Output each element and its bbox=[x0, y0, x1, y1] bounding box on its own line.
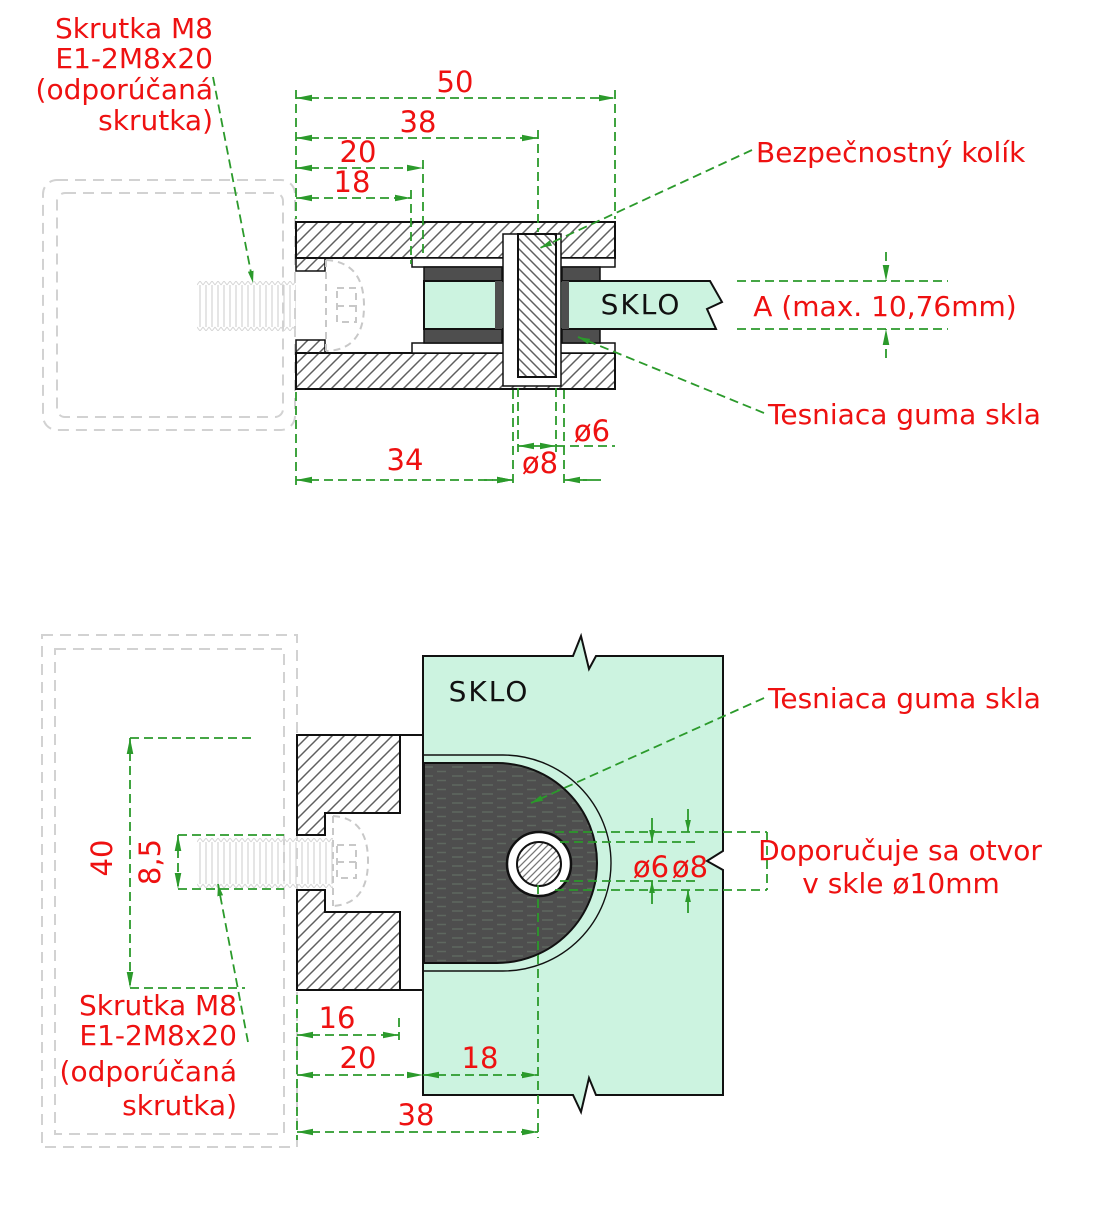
dim-18-front-value: 18 bbox=[461, 1041, 499, 1075]
dim-34-value: 34 bbox=[386, 443, 424, 477]
dim-38-front bbox=[297, 1098, 538, 1132]
dim-18 bbox=[296, 165, 411, 199]
gasket-label-front: Tesniaca guma skla bbox=[768, 682, 1041, 715]
dim-34 bbox=[296, 443, 513, 480]
safety-pin bbox=[503, 234, 561, 386]
front-view bbox=[42, 635, 1042, 1147]
dim-50 bbox=[296, 65, 615, 99]
glass-label-top: SKLO bbox=[600, 288, 682, 321]
dim-16 bbox=[297, 1001, 399, 1035]
screw-label-front-line1: Skrutka M8 bbox=[79, 989, 237, 1022]
screw-label-front-line4: skrutka) bbox=[122, 1089, 237, 1122]
dim-38-value: 38 bbox=[399, 105, 437, 139]
dim-8-5-value: 8,5 bbox=[133, 838, 167, 886]
screw-label-line2: E1-2M8x20 bbox=[55, 42, 213, 75]
hole-note-line1: Doporučuje sa otvor bbox=[758, 834, 1042, 867]
dim-16-value: 16 bbox=[318, 1001, 356, 1035]
screw-label-line3: (odporúčaná bbox=[35, 73, 213, 106]
dim-20-front bbox=[297, 1041, 423, 1075]
screw-label-front-line3: (odporúčaná bbox=[59, 1055, 237, 1088]
screw-callout-top bbox=[36, 12, 253, 283]
dim-dia8 bbox=[484, 446, 604, 480]
screw-ghost-front bbox=[197, 816, 368, 906]
glass-thickness-label: A (max. 10,76mm) bbox=[753, 290, 1017, 323]
dim-18-value: 18 bbox=[333, 165, 371, 199]
dim-dia8-value: ø8 bbox=[521, 446, 559, 480]
dim-38-front-value: 38 bbox=[397, 1098, 435, 1132]
dim-20 bbox=[296, 135, 423, 169]
screw-label-front-line2: E1-2M8x20 bbox=[79, 1019, 237, 1052]
screw-callout-front bbox=[60, 884, 248, 1122]
screw-label-line1: Skrutka M8 bbox=[55, 12, 213, 45]
screw-label-line4: skrutka) bbox=[98, 104, 213, 137]
screw-ghost bbox=[197, 281, 296, 331]
screw-head-ghost bbox=[326, 260, 364, 351]
dim-40-value: 40 bbox=[85, 839, 119, 877]
section-view bbox=[36, 12, 1041, 488]
dim-20-value: 20 bbox=[339, 135, 377, 169]
hole-note-line2: v skle ø10mm bbox=[802, 867, 1000, 900]
dim-dia6-front-value: ø6 bbox=[632, 850, 670, 884]
gasket-label-top: Tesniaca guma skla bbox=[768, 398, 1041, 431]
dim-dia8-front-value: ø8 bbox=[671, 850, 709, 884]
dim-38 bbox=[296, 105, 538, 139]
dim-20-front-value: 20 bbox=[339, 1041, 377, 1075]
dim-glass-thickness bbox=[737, 252, 1017, 358]
pin-label: Bezpečnostný kolík bbox=[756, 136, 1026, 169]
dim-dia6 bbox=[518, 414, 615, 448]
dim-dia6-value: ø6 bbox=[573, 414, 611, 448]
glass-label-front: SKLO bbox=[448, 675, 530, 708]
hole-note bbox=[758, 834, 1042, 900]
dim-50-value: 50 bbox=[436, 65, 474, 99]
gasket-callout-top bbox=[578, 337, 1041, 431]
